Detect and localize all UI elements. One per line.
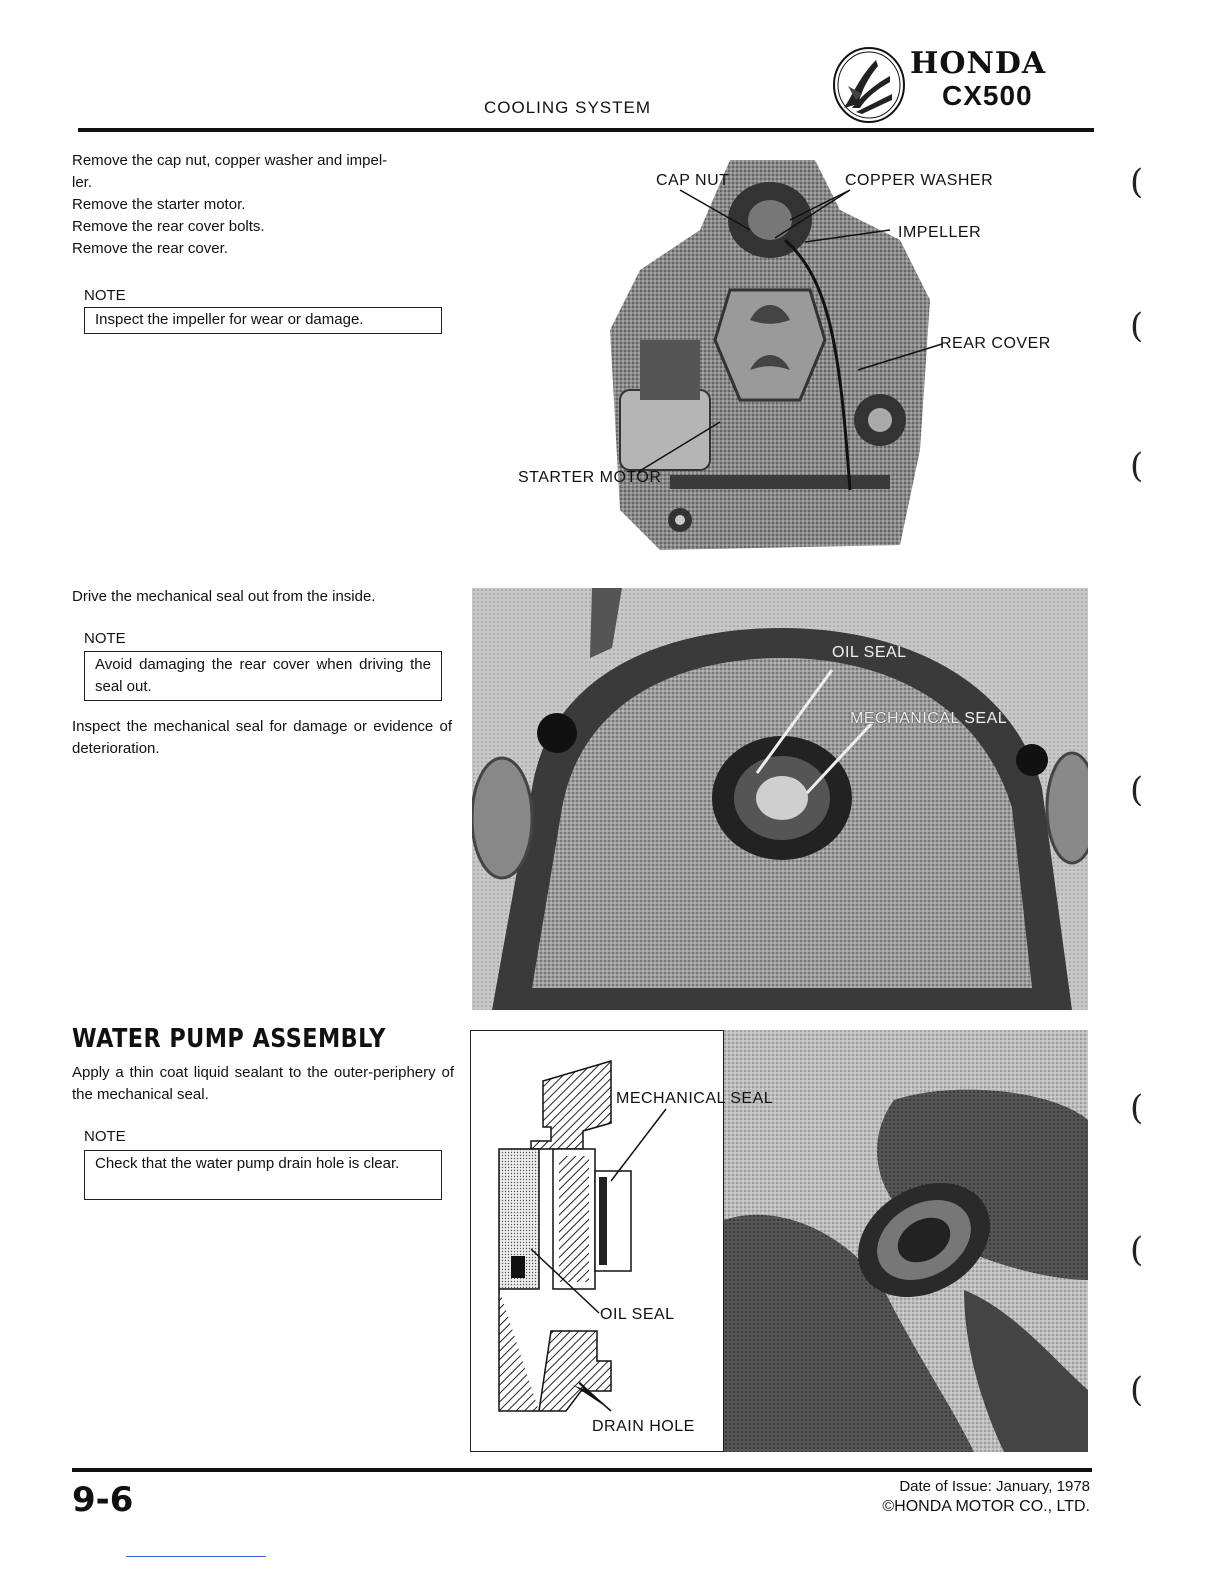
step-line: Remove the rear cover bolts. xyxy=(72,218,265,235)
mechanical-seal-diagram-label: MECHANICAL SEAL xyxy=(616,1090,774,1107)
footer-rule xyxy=(72,1468,1092,1472)
inspect-seal-instruction: Inspect the mechanical seal for damage or evidence of deterioration. xyxy=(72,718,452,757)
binder-hole-mark: ( xyxy=(1130,306,1144,346)
oil-seal-label: OIL SEAL xyxy=(832,644,907,661)
drain-hole-diagram-label: DRAIN HOLE xyxy=(592,1418,695,1435)
water-pump-assembly-heading: WATER PUMP ASSEMBLY xyxy=(72,1024,386,1054)
cap-nut-label: CAP NUT xyxy=(656,172,730,189)
note-label: NOTE xyxy=(84,287,126,304)
note-box: Check that the water pump drain hole is clear. xyxy=(84,1150,442,1200)
rear-cover-label: REAR COVER xyxy=(940,335,1051,352)
binder-hole-mark: ( xyxy=(1130,1088,1144,1128)
mechanical-seal-label: MECHANICAL SEAL xyxy=(850,710,1008,727)
brand-name: HONDA xyxy=(910,46,1047,81)
date-of-issue: Date of Issue: January, 1978 xyxy=(899,1478,1090,1495)
step-line: ler. xyxy=(72,174,93,191)
scan-artifact-line xyxy=(126,1556,266,1557)
starter-motor-label: STARTER MOTOR xyxy=(518,469,662,486)
binder-hole-mark: ( xyxy=(1130,1230,1144,1270)
sealant-instruction: Apply a thin coat liquid sealant to the outer-periphery of the mechanical seal. xyxy=(72,1064,454,1103)
binder-hole-mark: ( xyxy=(1130,162,1144,202)
figure1-leader-lines xyxy=(560,160,900,500)
section-title: COOLING SYSTEM xyxy=(484,98,652,117)
drive-seal-instruction: Drive the mechanical seal out from the inside. xyxy=(72,588,376,605)
step-line: Remove the rear cover. xyxy=(72,240,228,257)
removal-steps xyxy=(72,150,462,260)
rear-cover-seal-photo xyxy=(472,588,1088,1010)
binder-hole-mark: ( xyxy=(1130,446,1144,486)
impeller-label: IMPELLER xyxy=(898,224,982,241)
step-line: Remove the cap nut, copper washer and impel- xyxy=(72,152,388,169)
header-rule xyxy=(78,128,1094,132)
rear-cover-leader xyxy=(850,340,950,380)
binder-hole-mark: ( xyxy=(1130,1370,1144,1410)
step-line: Remove the starter motor. xyxy=(72,196,246,213)
note-box: Avoid damaging the rear cover when driving the seal out. xyxy=(84,651,442,701)
oil-seal-diagram-label: OIL SEAL xyxy=(600,1306,675,1323)
note-label: NOTE xyxy=(84,630,126,647)
honda-wing-logo xyxy=(832,46,906,124)
note-label: NOTE xyxy=(84,1128,126,1145)
note-box: Inspect the impeller for wear or damage. xyxy=(84,307,442,334)
copyright: ©HONDA MOTOR CO., LTD. xyxy=(882,1498,1090,1515)
page-number: 9-6 xyxy=(72,1480,134,1520)
binder-hole-mark: ( xyxy=(1130,770,1144,810)
seal-installation-photo xyxy=(724,1030,1088,1452)
copper-washer-label: COPPER WASHER xyxy=(845,172,994,189)
model-name: CX500 xyxy=(942,80,1033,111)
